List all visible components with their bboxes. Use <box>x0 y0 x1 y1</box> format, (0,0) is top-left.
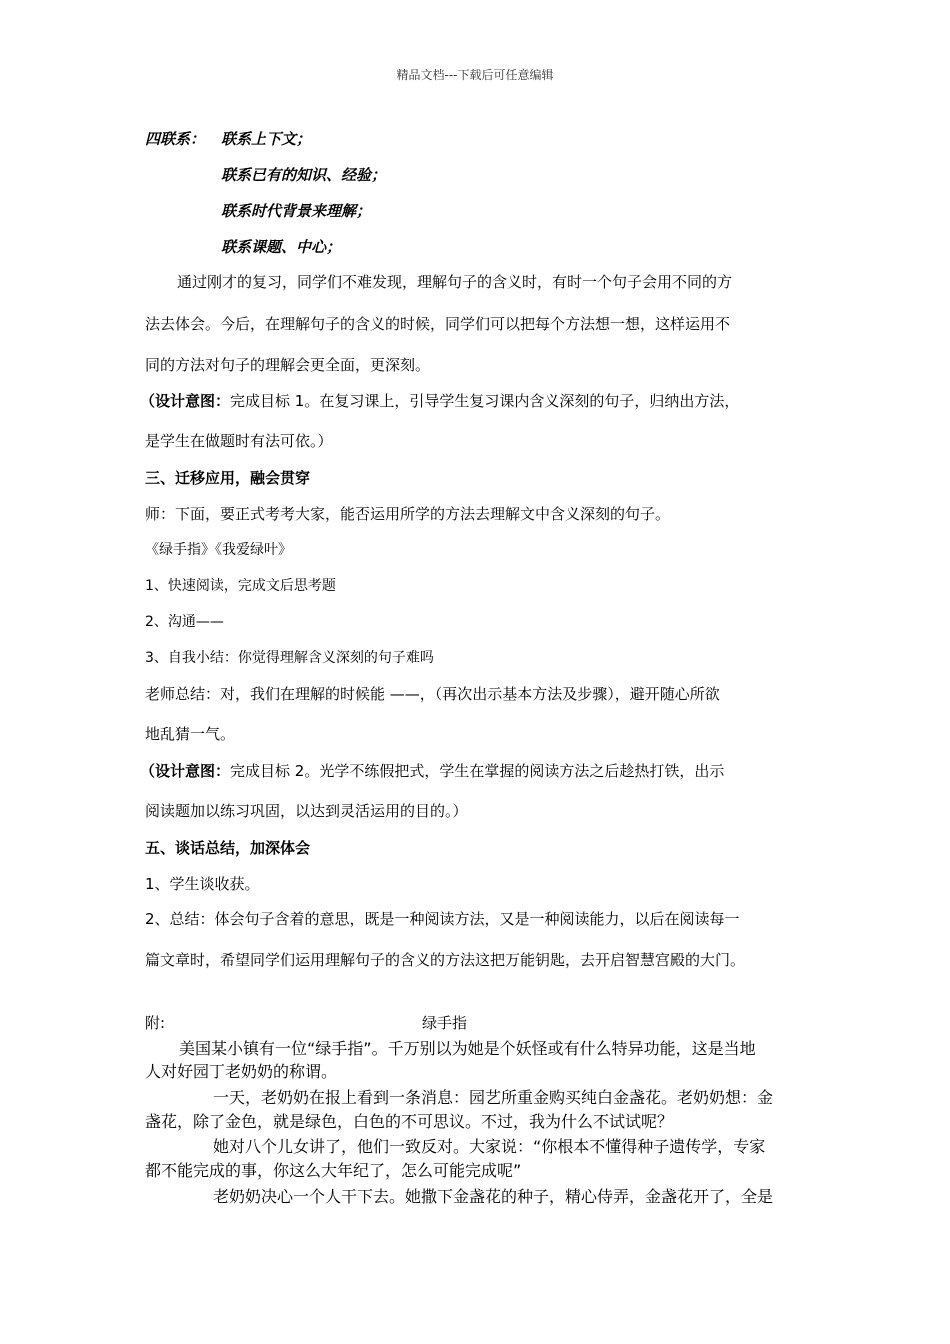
design-intent-line: 阅读题加以练习巩固，以达到灵活运用的目的。） <box>145 802 468 820</box>
section-4-item: 联系时代背景来理解； <box>221 202 372 220</box>
section-4-item: 联系课题、中心； <box>221 238 342 256</box>
paragraph-line: 法去体会。今后，在理解句子的含义的时候，同学们可以把每个方法想一想，这样运用不 <box>145 315 731 333</box>
story-line: 人对好园丁老奶奶的称谓。 <box>145 1062 338 1081</box>
story-line: 都不能完成的事，你这么大年纪了，怎么可能完成呢” <box>145 1161 522 1180</box>
story-line: 盏花，除了金色，就是绿色，白色的不可思议。不过，我为什么不试试呢？ <box>145 1112 674 1131</box>
paragraph-line: 同的方法对句子的理解会更全面，更深刻。 <box>145 356 431 374</box>
step-item: 1、快速阅读，完成文后思考题 <box>145 578 336 594</box>
section-4-item: 联系上下文； <box>221 130 312 148</box>
design-intent-1 <box>140 390 739 411</box>
design-intent-label: （设计意图： <box>140 762 231 780</box>
appendix-label: 附: <box>145 1014 166 1032</box>
section-5-title: 五、谈话总结，加深体会 <box>145 839 311 857</box>
appendix-title: 绿手指 <box>422 1014 468 1032</box>
teacher-summary: 地乱猜一气。 <box>145 725 236 743</box>
summary-item: 1、学生谈收获。 <box>145 875 260 893</box>
design-intent-text: 完成目标 2。光学不练假把式，学生在掌握的阅读方法之后趁热打铁，出示 <box>230 762 725 780</box>
design-intent-label: （设计意图： <box>140 392 231 410</box>
teacher-summary: 老师总结：对，我们在理解的时候能 ——，（再次出示基本方法及步骤），避开随心所欲 <box>145 685 720 703</box>
section-4-item: 联系已有的知识、经验； <box>221 166 387 184</box>
story-line: 美国某小镇有一位“绿手指”。千万别以为她是个妖怪或有什么特异功能，这是当地 <box>179 1039 756 1058</box>
summary-item: 篇文章时，希望同学们运用理解句子的含义的方法这把万能钥匙，去开启智慧宫殿的大门。 <box>145 951 746 969</box>
teacher-line: 师：下面，要正式考考大家，能否运用所学的方法去理解文中含义深刻的句子。 <box>145 505 671 523</box>
step-item: 2、沟通—— <box>145 614 224 630</box>
design-intent-2 <box>140 760 724 781</box>
story-line: 老奶奶决心一个人干下去。她撒下金盏花的种子，精心侍弄，金盏花开了，全是 <box>213 1187 774 1206</box>
design-intent-line: 是学生在做题时有法可依。） <box>145 432 333 450</box>
section-4-title: 四联系： <box>145 130 206 148</box>
section-3-title: 三、迁移应用，融会贯穿 <box>145 469 311 487</box>
step-item: 3、自我小结：你觉得理解含义深刻的句子难吗 <box>145 650 434 666</box>
story-line: 一天，老奶奶在报上看到一条消息：园艺所重金购买纯白金盏花。老奶奶想：金 <box>213 1088 774 1107</box>
page-header: 精品文档---下载后可任意编辑 <box>396 68 554 82</box>
paragraph-line: 通过刚才的复习，同学们不难发现，理解句子的含义时，有时一个句子会用不同的方 <box>177 273 733 291</box>
design-intent-text: 完成目标 1。在复习课上，引导学生复习课内含义深刻的句子，归纳出方法， <box>230 392 740 410</box>
book-titles: 《绿手指》《我爱绿叶》 <box>145 542 292 558</box>
summary-item: 2、总结：体会句子含着的意思，既是一种阅读方法，又是一种阅读能力，以后在阅读每一 <box>145 910 740 928</box>
story-line: 她对八个儿女讲了，他们一致反对。大家说：“你根本不懂得种子遗传学，专家 <box>213 1137 766 1156</box>
